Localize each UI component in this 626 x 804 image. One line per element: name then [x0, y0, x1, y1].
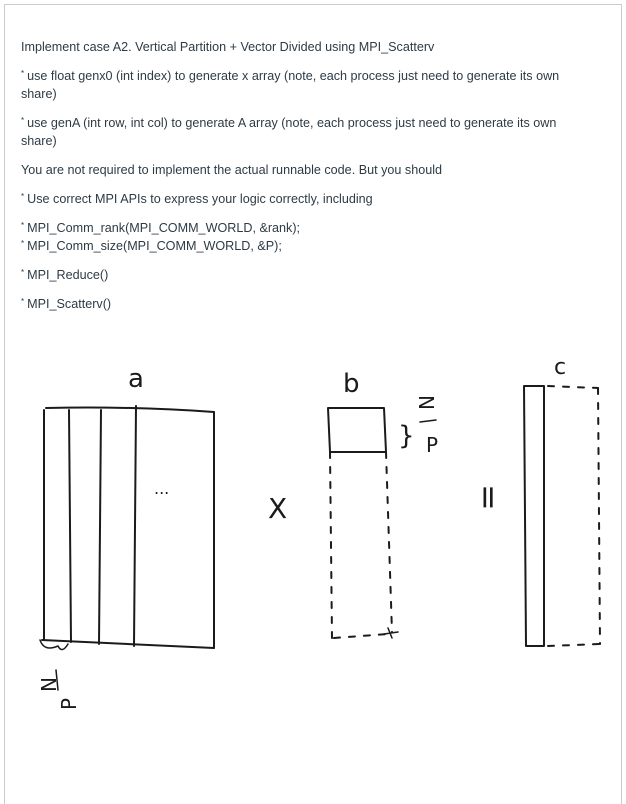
equals-sign: = — [470, 484, 508, 511]
api-scatterv — [21, 295, 591, 313]
api-comm-size — [21, 237, 591, 255]
bullet-symbol: * — [21, 192, 25, 201]
vector-c-first-column — [524, 386, 544, 646]
instructions-intro — [21, 161, 591, 179]
api-scatterv-text: MPI_Scatterv() — [27, 297, 112, 311]
matrix-a-column-divider-1 — [69, 410, 71, 642]
vector-b-first-block — [328, 408, 386, 452]
column-width-denominator: P — [57, 697, 81, 710]
api-reduce-text: MPI_Reduce() — [27, 268, 109, 282]
instructions-intro-text: You are not required to implement the actual runnable code. But you should — [21, 163, 443, 177]
vector-b-left-dashed-edge — [330, 452, 332, 638]
api-comm-rank-text: MPI_Comm_rank(MPI_COMM_WORLD, &rank); — [27, 221, 301, 235]
matrix-a-column-divider-3 — [134, 406, 136, 646]
vector-b-right-dashed-edge — [386, 452, 392, 632]
bullet-symbol: * — [21, 116, 25, 125]
question-body — [21, 38, 591, 324]
vector-b-fraction-denominator: P — [426, 433, 439, 457]
api-comm-size-text: MPI_Comm_size(MPI_COMM_WORLD, &P); — [27, 239, 282, 253]
api-reduce — [21, 266, 591, 284]
vector-b-block-brace: } — [398, 421, 415, 451]
api-comm-group — [21, 219, 591, 255]
bullet-genA-text: use genA (int row, int col) to generate A array (note, each process just need to generate its own share) — [21, 116, 557, 148]
bullet-genx0 — [21, 67, 591, 103]
bullet-genx0-text: use float genx0 (int index) to generate x array (note, each process just need to generate its own share) — [21, 69, 560, 101]
bullet-mpi-apis — [21, 190, 591, 208]
multiply-sign: X — [268, 492, 288, 525]
bullet-symbol: * — [21, 268, 25, 277]
diagram-svg — [0, 340, 626, 760]
vector-c — [524, 355, 600, 646]
vector-b-bottom-dashed-edge — [334, 634, 388, 638]
vector-c-right-dashed-edge — [598, 388, 600, 644]
bullet-mpi-apis-text: Use correct MPI APIs to express your logic correctly, including — [27, 192, 373, 206]
vector-b-label: b — [343, 369, 360, 399]
vector-c-bottom-dashed-edge — [548, 644, 600, 646]
matrix-a-top-edge — [46, 408, 214, 413]
matrix-a — [37, 364, 214, 710]
vector-b-fraction-numerator: N — [415, 395, 439, 410]
matrix-a-ellipsis: ... — [154, 479, 170, 498]
vector-c-top-dashed-edge — [548, 386, 598, 388]
question-title — [21, 38, 591, 56]
api-comm-rank — [21, 219, 591, 237]
vector-b — [328, 369, 439, 638]
bullet-symbol: * — [21, 239, 25, 248]
vector-b-fraction-bar — [420, 420, 436, 422]
bullet-symbol: * — [21, 69, 25, 78]
question-title-text: Implement case A2. Vertical Partition + Vector Divided using MPI_Scatterv — [21, 40, 435, 54]
matrix-a-column-divider-2 — [99, 410, 101, 644]
vector-b-corner-mark — [384, 628, 398, 638]
bullet-genA — [21, 114, 591, 150]
vector-c-label: c — [554, 355, 567, 380]
bullet-symbol: * — [21, 297, 25, 306]
bullet-symbol: * — [21, 221, 25, 230]
matrix-a-label: a — [128, 364, 144, 394]
hand-drawn-diagram — [0, 340, 626, 760]
column-width-numerator: N — [37, 677, 61, 692]
